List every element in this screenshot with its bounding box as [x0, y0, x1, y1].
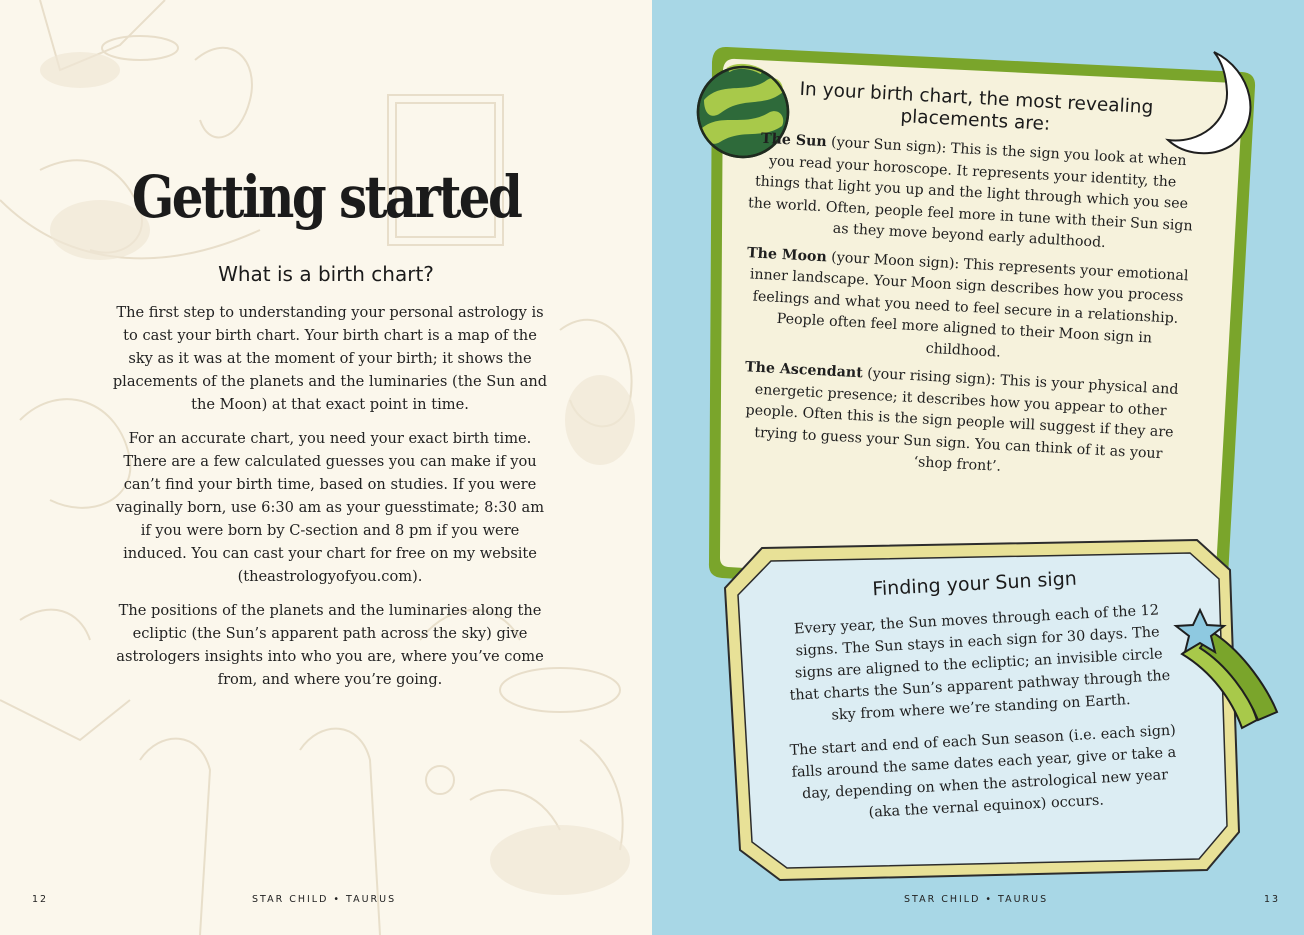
right-page [652, 0, 1304, 935]
placement-term: The Sun [760, 130, 828, 151]
sun-sign-heading: Finding your Sun sign [871, 567, 1078, 601]
placement-description: (your Sun sign): This is the sign you look at when you read your horoscope. It represents your identity, the things that light you up and the light through which you see the world. Often, people feel more in tune with their Sun sign as they move beyond early adulthood. [747, 134, 1193, 251]
paragraph: For an accurate chart, you need your exact birth time. There are a few calculated guesses you can make if you can’t find your birth time, based on studies. If you were vaginally born, use 6:30 am as your guesstimate; 8:30 am if you were born by C-section and 8 pm if you were induced. You can cast your chart for free on my website (theastrologyofyou.com). [115, 430, 545, 585]
placement-term: The Moon [746, 244, 828, 265]
placement-term: The Ascendant [744, 359, 864, 382]
page-title: Getting started [131, 163, 521, 231]
sun-sign-card [774, 563, 1187, 840]
intro-body [110, 301, 550, 702]
page-number-right: 13 [1264, 894, 1281, 905]
placement-description: (your rising sign): This is your physical and energetic presence; it describes how you appear to other people. Often this is the sign people will suggest if they are trying to guess your Sun sign. You can think of it as your ‘shop front’. [745, 365, 1179, 475]
page-number-left: 12 [32, 894, 49, 905]
placement-description: (your Moon sign): This represents your emotional inner landscape. Your Moon sign describes how you process feelings and what you need to feel secure in a relationship. People often feel more aligned to their Moon sign in childhood. [749, 248, 1189, 361]
placement-ascendant [732, 357, 1187, 488]
placement-moon [738, 242, 1193, 373]
placement-sun [744, 128, 1199, 259]
placements-heading: In your birth chart, the most revealing placements are: [799, 78, 1154, 135]
paragraph: The start and end of each Sun season (i.e. each sign) falls around the same dates each year, give or take a day, depending on when the astrological new year (aka the vernal equinox) occurs. [789, 722, 1177, 821]
section-subtitle: What is a birth chart? [218, 262, 434, 286]
running-head-right: STAR CHILD • TAURUS [904, 894, 1049, 905]
paragraph: The positions of the planets and the luminaries along the ecliptic (the Sun’s apparent path across the sky) give astrologers insights into who you are, where you’ve come from, and where you’re going. [116, 602, 544, 688]
running-head-left: STAR CHILD • TAURUS [252, 894, 397, 905]
paragraph: The first step to understanding your personal astrology is to cast your birth chart. Your birth chart is a map of the sky as it was at the moment of your birth; it shows the placements of the planets and the luminaries (the Sun and the Moon) at that exact point in time. [112, 304, 548, 413]
paragraph: Every year, the Sun moves through each of the 12 signs. The Sun stays in each sign for 30 days. The signs are aligned to the ecliptic; an invisible circle that charts the Sun’s apparent pathway through the sky from where we’re standing on Earth. [789, 602, 1171, 724]
placements-card [732, 76, 1202, 495]
